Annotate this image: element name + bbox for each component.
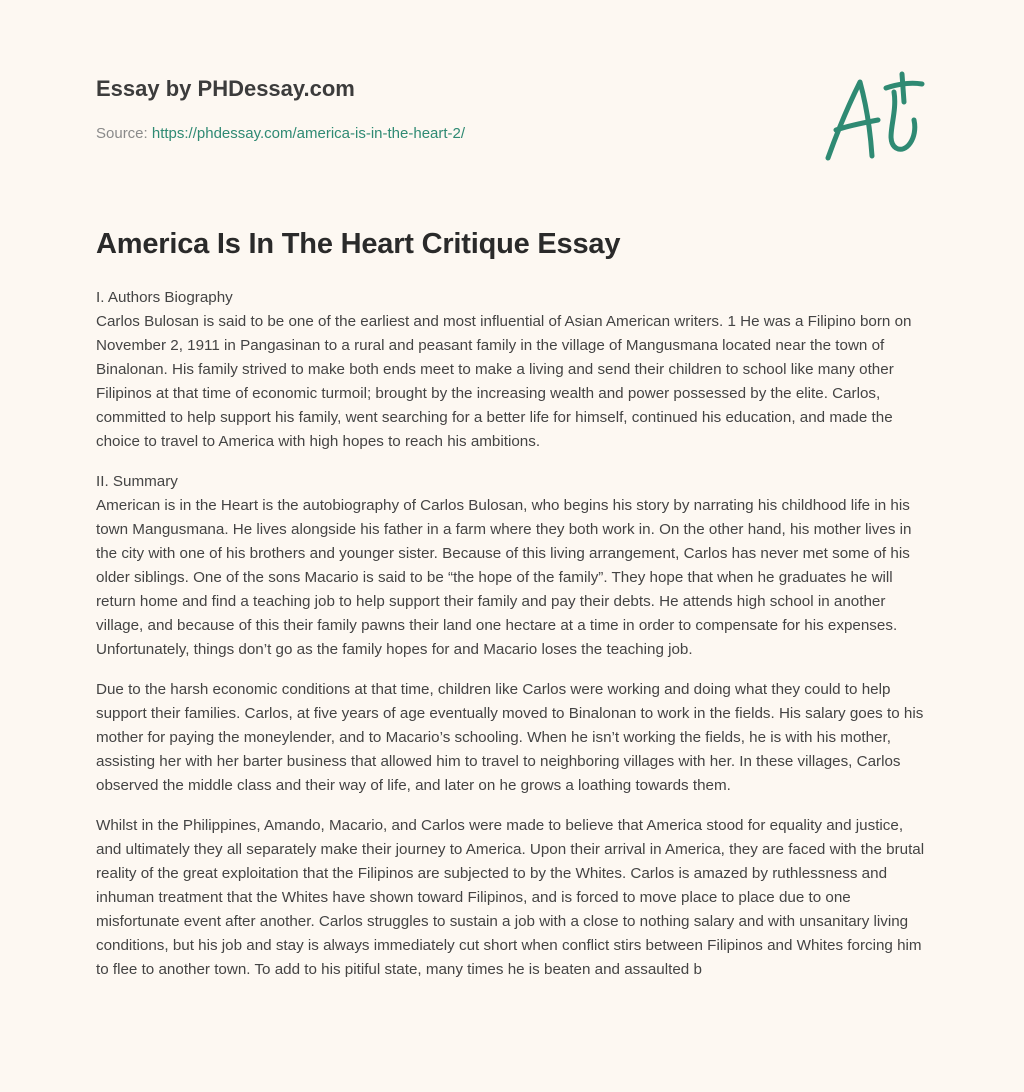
section-heading: II. Summary	[96, 473, 178, 490]
essay-title: America Is In The Heart Critique Essay	[96, 228, 621, 260]
source-line	[96, 124, 465, 144]
source-link[interactable]: https://phdessay.com/america-is-in-the-heart-2/	[151, 125, 466, 142]
section-text: Carlos Bulosan is said to be one of the earliest and most influential of Asian American writers. 1 He was a Filipino born on November 2, 1911 in Pangasinan to a rural and peasant family in the village of Mangusmana located near the town of Binalonan. His family strived to make both ends meet to make a living and send their children to school like many other Filipinos at that time of economic turmoil; brought by the increasing wealth and power possessed by the elite. Carlos, committed to help support his family, went searching for a better life for himself, continued his education, and made the choice to travel to America with high hopes to reach his ambitions.	[96, 313, 912, 450]
essay-body	[96, 286, 932, 998]
site-title: Essay by PHDessay.com	[96, 76, 355, 101]
essay-header	[96, 74, 928, 174]
section-biography	[96, 286, 932, 454]
section-text: American is in the Heart is the autobiography of Carlos Bulosan, who begins his story by narrating his childhood life in his town Mangusmana. He lives alongside his father in a farm where they both work in. On the other hand, his mother lives in the city with one of his brothers and younger sister. Because of this living arrangement, Carlos has never met some of his older siblings. One of the sons Macario is said to be “the hope of the family”. They hope that when he graduates he will return home and find a teaching job to help support their family and pay their debts. He attends high school in another village, and because of this their family pawns their land one hectare at a time in order to compensate for his expenses. Unfortunately, things don’t go as the family hopes for and Macario loses the teaching job.	[96, 497, 912, 658]
paragraph-text: Due to the harsh economic conditions at that time, children like Carlos were working and doing what they could to help support their families. Carlos, at five years of age eventually moved to Binalonan to work in the fields. His salary goes to his mother for paying the moneylender, and to Macario’s schooling. When he isn’t working the fields, he is with his mother, assisting her with her barter business that allowed him to travel to neighboring villages with her. In these villages, Carlos observed the middle class and their way of life, and later on he grows a loathing towards them.	[96, 681, 924, 794]
section-summary	[96, 470, 932, 662]
section-heading: I. Authors Biography	[96, 289, 233, 306]
paragraph	[96, 678, 932, 798]
paragraph	[96, 814, 932, 982]
source-label: Source:	[96, 125, 152, 142]
a-plus-logo-icon	[814, 68, 928, 166]
paragraph-text: Whilst in the Philippines, Amando, Macario, and Carlos were made to believe that America stood for equality and justice, and ultimately they all separately make their journey to America. Upon their arrival in America, they are faced with the brutal reality of the great exploitation that the Filipinos are subjected to by the Whites. Carlos is amazed by ruthlessness and inhuman treatment that the Whites have shown toward Filipinos, and is forced to move place to place due to one misfortunate event after another. Carlos struggles to sustain a job with a close to nothing salary and with unsanitary living conditions, but his job and stay is always immediately cut short when conflict stirs between Filipinos and Whites forcing him to flee to another town. To add to his pitiful state, many times he is beaten and assaulted b	[96, 817, 925, 978]
